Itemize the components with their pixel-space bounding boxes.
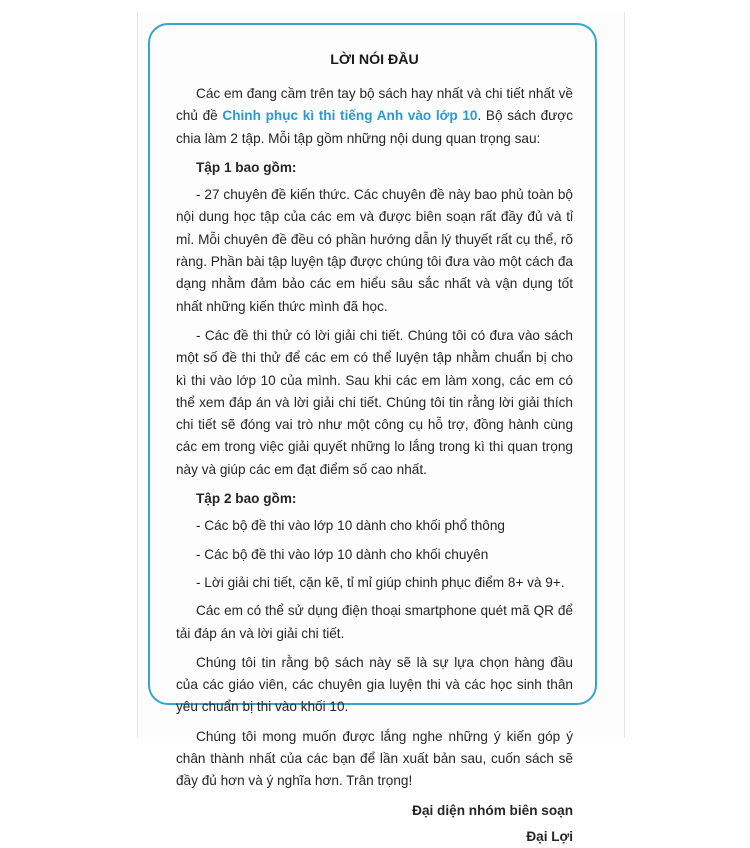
volume-2-item: - Lời giải chi tiết, cặn kẽ, tỉ mỉ giúp chinh phục điểm 8+ và 9+.	[196, 574, 565, 590]
volume-1-item-topics: - 27 chuyên đề kiến thức. Các chuyên đề này bao phủ toàn bộ nội dung học tập của các em và được biên soạn rất đầy đủ và tỉ mỉ. Mỗi chuyên đề đều có phần hướng dẫn lý thuyết rất cụ thể, rõ ràng. Phần bài tập luyện tập được chúng tôi đưa vào một cách đa dạng nhằm đảm bảo các em hiểu sâu sắc nhất và vận dụng tốt nhất những kiến thức mình đã học.	[176, 187, 573, 314]
volume-1-heading: Tập 1 bao gồm:	[196, 159, 297, 175]
qr-paragraph: Các em có thể sử dụng điện thoại smartphone quét mã QR để tải đáp án và lời giải chi tiết.	[176, 603, 573, 641]
belief-paragraph: Chúng tôi tin rằng bộ sách này sẽ là sự lựa chọn hàng đầu của các giáo viên, các chuyên gia luyện thi và các học sinh thân yêu chuẩn bị thi vào khối 10.	[176, 654, 573, 715]
signature-name: Đại Lợi	[526, 828, 573, 844]
intro-paragraph	[176, 83, 573, 150]
feedback-paragraph: Chúng tôi mong muốn được lắng nghe những ý kiến góp ý chân thành nhất của các bạn để lần xuất bản sau, cuốn sách sẽ đầy đủ hơn và ý nghĩa hơn. Trân trọng!	[176, 728, 573, 789]
signature-role: Đại diện nhóm biên soạn	[412, 802, 573, 818]
volume-2-item: - Các bộ đề thi vào lớp 10 dành cho khối phổ thông	[196, 518, 505, 534]
volume-1-item-mock-tests: - Các đề thi thử có lời giải chi tiết. Chúng tôi có đưa vào sách một số đề thi thử để các em có thể luyện tập nhằm chuẩn bị cho kì thi vào lớp 10 của mình. Sau khi các em làm xong, các em có thể xem đáp án và lời giải chi tiết. Chúng tôi tin rằng lời giải thích chi tiết sẽ đóng vai trò như một công cụ hỗ trợ, đồng hành cùng các em trong việc giải quyết những lo lắng trong kì thi quan trọng này và giúp các em đạt điểm số cao nhất.	[176, 327, 573, 477]
preface-frame	[148, 23, 597, 844]
intro-text-after: . Bộ sách được chia làm 2 tập. Mỗi tập gồm những nội dung quan trọng sau:	[176, 108, 573, 146]
page-title: LỜI NÓI ĐẦU	[330, 52, 419, 68]
volume-2-item: - Các bộ đề thi vào lớp 10 dành cho khối chuyên	[196, 546, 489, 562]
book-page	[137, 12, 625, 844]
intro-text-before: Các em đang cầm trên tay bộ sách hay nhất và chi tiết nhất về chủ đề	[176, 86, 573, 124]
volume-2-heading: Tập 2 bao gồm:	[196, 491, 297, 507]
book-series-title: Chinh phục kì thi tiếng Anh vào lớp 10	[222, 108, 478, 124]
